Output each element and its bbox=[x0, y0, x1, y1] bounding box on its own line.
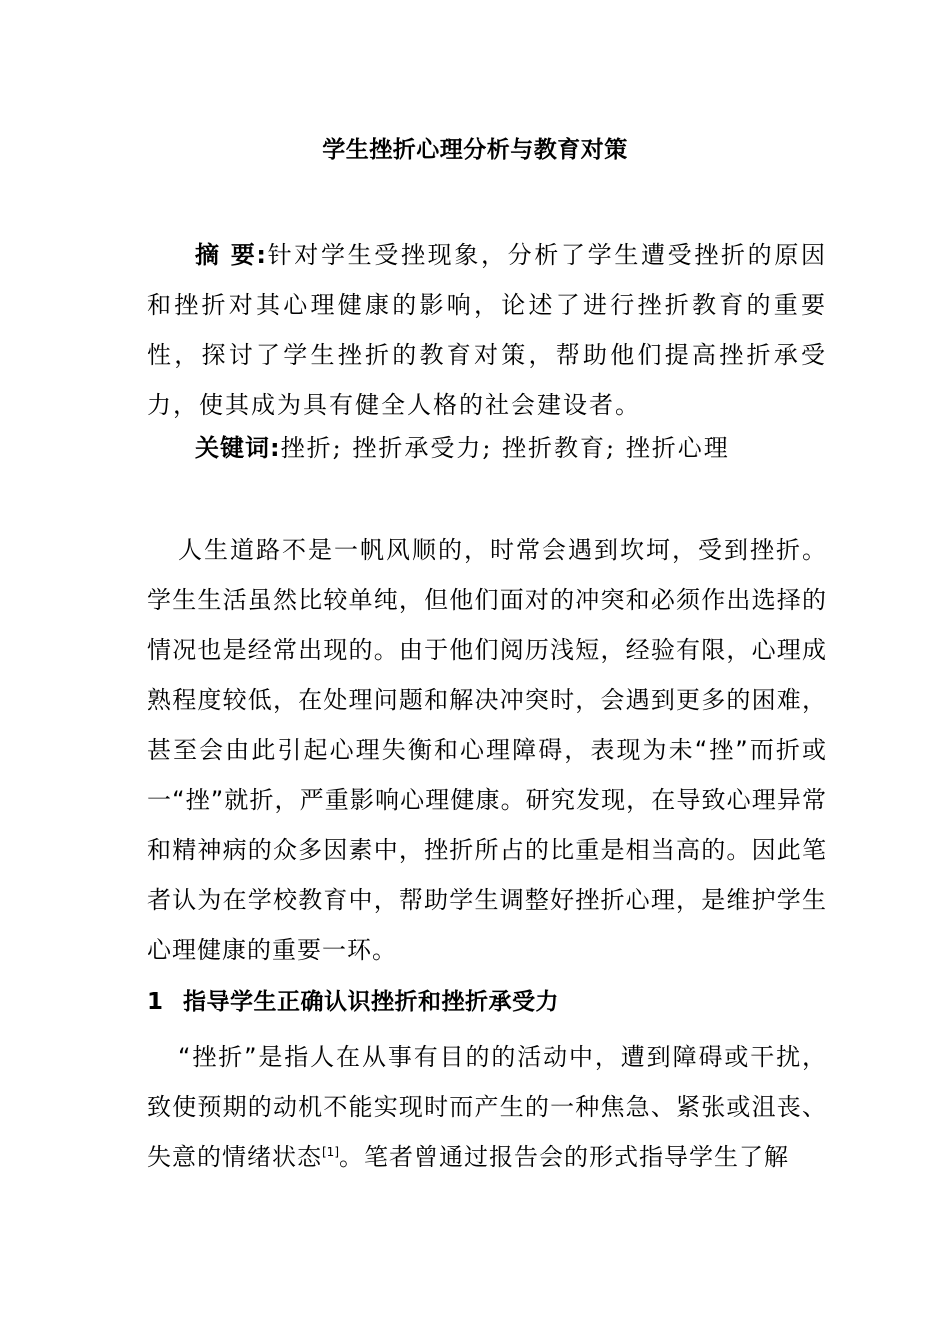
keywords-line bbox=[195, 425, 730, 471]
section-number: 1 bbox=[147, 989, 164, 1015]
abstract-paragraph bbox=[147, 230, 827, 430]
abstract-label: 摘 要: bbox=[195, 241, 267, 269]
section-paragraph-continued: 。笔者曾通过报告会的形式指导学生了解 bbox=[339, 1143, 789, 1171]
document-title: 学生挫折心理分析与教育对策 bbox=[322, 137, 628, 163]
citation-reference[interactable]: [1] bbox=[322, 1145, 339, 1159]
keywords-text: 挫折; 挫折承受力; 挫折教育; 挫折心理 bbox=[280, 434, 730, 462]
keywords-label: 关键词: bbox=[195, 434, 281, 462]
intro-paragraph: 人生道路不是一帆风顺的，时常会遇到坎坷，受到挫折。学生生活虽然比较单纯，但他们面对的冲突和必须作出选择的情况也是经常出现的。由于他们阅历浅短，经验有限，心理成熟程度较低，在处理问题和解决冲突时，会遇到更多的困难，甚至会由此引起心理失衡和心理障碍，表现为未“挫”而折或一“挫”就折，严重影响心理健康。研究发现，在导致心理异常和精神病的众多因素中，挫折所占的比重是相当高的。因此笔者认为在学校教育中，帮助学生调整好挫折心理，是维护学生心理健康的重要一环。 bbox=[147, 536, 827, 964]
section-heading bbox=[147, 982, 559, 1022]
section-paragraph-text: “挫折”是指人在从事有目的的活动中，遭到障碍或干扰，致使预期的动机不能实现时而产生的一种焦急、紧张或沮丧、失意的情绪状态 bbox=[147, 1043, 827, 1171]
section-paragraph bbox=[147, 1032, 827, 1182]
abstract-text: 针对学生受挫现象，分析了学生遭受挫折的原因和挫折对其心理健康的影响，论述了进行挫折教育的重要性，探讨了学生挫折的教育对策，帮助他们提高挫折承受力，使其成为具有健全人格的社会建设者。 bbox=[147, 241, 828, 419]
section-title: 指导学生正确认识挫折和挫折承受力 bbox=[183, 989, 559, 1015]
